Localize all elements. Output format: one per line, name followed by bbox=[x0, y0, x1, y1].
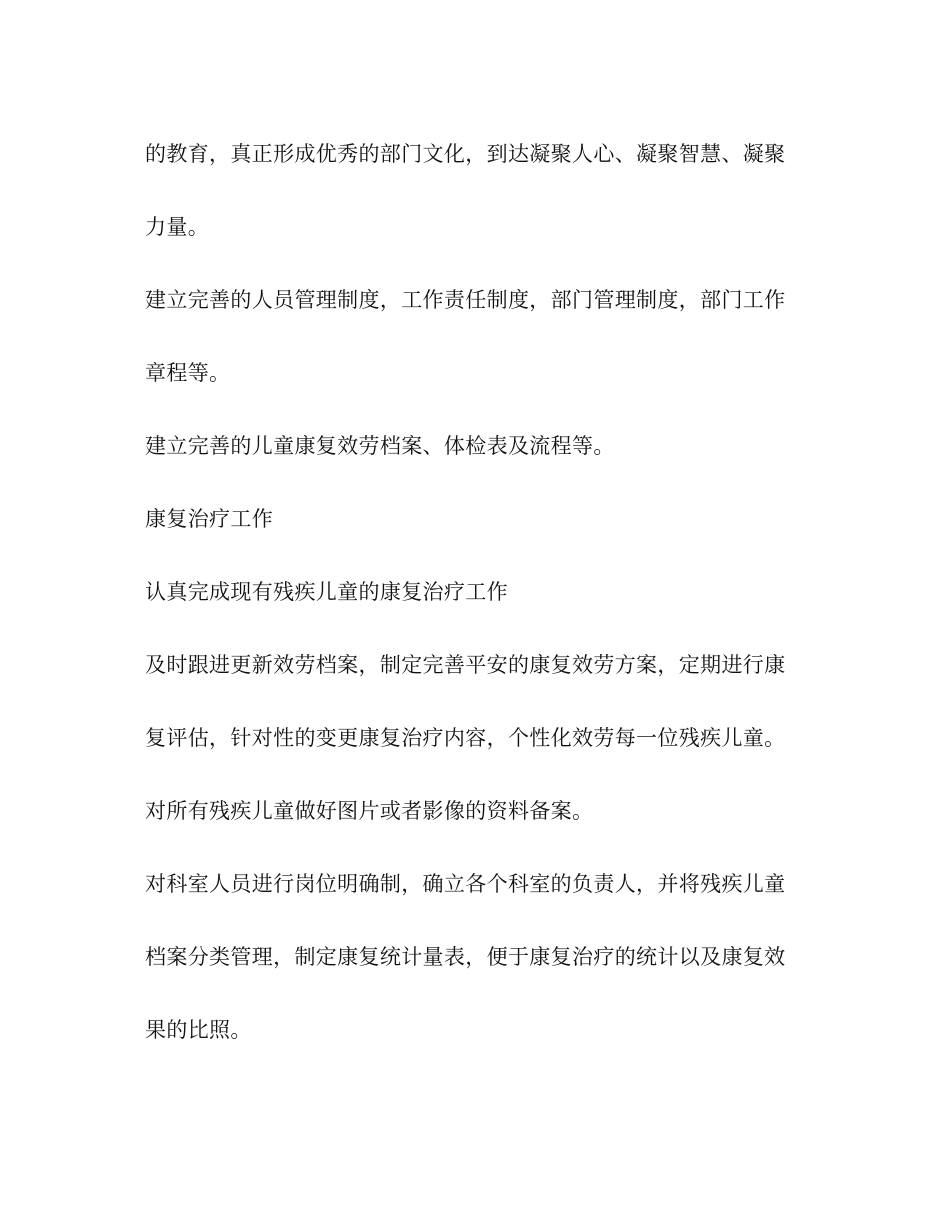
paragraph-line: 及时跟进更新效劳档案，制定完善平安的康复效劳方案，定期进行康 bbox=[145, 653, 786, 677]
paragraph-line: 建立完善的儿童康复效劳档案、体检表及流程等。 bbox=[145, 434, 615, 458]
paragraph-line: 对科室人员进行岗位明确制，确立各个科室的负责人，并将残疾儿童 bbox=[145, 872, 786, 896]
paragraph-line: 认真完成现有残疾儿童的康复治疗工作 bbox=[145, 580, 508, 604]
paragraph-line: 的教育，真正形成优秀的部门文化，到达凝聚人心、凝聚智慧、凝聚 bbox=[145, 142, 786, 166]
paragraph-line: 章程等。 bbox=[145, 361, 231, 385]
paragraph-line: 档案分类管理，制定康复统计量表，便于康复治疗的统计以及康复效 bbox=[145, 945, 786, 969]
paragraph-line: 建立完善的人员管理制度，工作责任制度，部门管理制度，部门工作 bbox=[145, 288, 786, 312]
paragraph-line: 对所有残疾儿童做好图片或者影像的资料备案。 bbox=[145, 799, 594, 823]
paragraph-line: 果的比照。 bbox=[145, 1018, 252, 1042]
paragraph-line: 力量。 bbox=[145, 215, 210, 239]
paragraph-line: 复评估，针对性的变更康复治疗内容，个性化效劳每一位残疾儿童。 bbox=[145, 726, 786, 750]
section-heading: 康复治疗工作 bbox=[145, 507, 274, 531]
